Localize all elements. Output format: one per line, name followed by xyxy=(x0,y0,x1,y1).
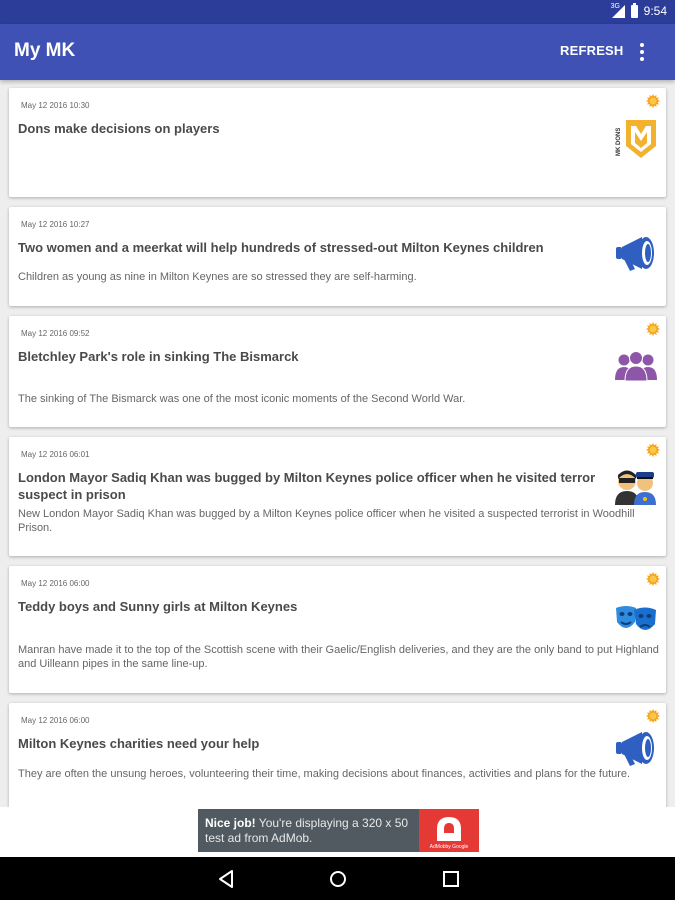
news-card[interactable] xyxy=(9,566,666,693)
mk-dons-logo-text: MK DONS xyxy=(616,127,622,156)
card-title: Teddy boys and Sunny girls at Milton Keynes xyxy=(18,599,298,614)
card-date: May 12 2016 10:30 xyxy=(21,101,90,110)
status-bar xyxy=(0,0,675,24)
more-vert-icon[interactable] xyxy=(636,42,648,62)
people-group-icon xyxy=(614,346,658,390)
card-title: Dons make decisions on players xyxy=(18,121,220,136)
ad-bar xyxy=(0,807,675,857)
card-date: May 12 2016 06:01 xyxy=(21,450,90,459)
card-summary: They are often the unsung heroes, volunteering their time, making decisions about finances, activities and plans for the future. xyxy=(18,768,631,780)
card-summary: New London Mayor Sadiq Khan was bugged by a Milton Keynes police officer when he visited a suspected terrorist in Woodhill Prison. xyxy=(18,508,635,534)
card-summary: The sinking of The Bismarck was one of the most iconic moments of the Second World War. xyxy=(18,393,466,405)
ad-headline: Nice job! xyxy=(205,816,256,830)
news-card[interactable] xyxy=(9,88,666,197)
card-title: Milton Keynes charities need your help xyxy=(18,736,260,751)
sun-badge-icon xyxy=(646,572,660,586)
news-card[interactable] xyxy=(9,437,666,556)
card-summary: Children as young as nine in Milton Keynes are so stressed they are self-harming. xyxy=(18,271,417,283)
sun-badge-icon xyxy=(646,709,660,723)
refresh-button[interactable]: REFRESH xyxy=(560,43,624,58)
status-time: 9:54 xyxy=(643,4,667,18)
card-summary: Manran have made it to the top of the Scottish scene with their Gaelic/English deliveries, and they are the only band to put Highland and Uilleann pipes in the same line-up. xyxy=(18,644,659,670)
mk-dons-logo-icon xyxy=(614,116,658,160)
card-date: May 12 2016 06:00 xyxy=(21,716,90,725)
card-date: May 12 2016 06:00 xyxy=(21,579,90,588)
recents-icon[interactable] xyxy=(439,867,463,891)
news-card[interactable] xyxy=(9,316,666,427)
admob-test-ad[interactable] xyxy=(198,809,479,852)
sun-badge-icon xyxy=(646,322,660,336)
thief-and-police-icon xyxy=(614,463,658,507)
sun-badge-icon xyxy=(646,443,660,457)
megaphone-icon xyxy=(614,726,658,770)
app-bar xyxy=(0,24,675,80)
admob-logo xyxy=(419,809,479,852)
navigation-bar xyxy=(0,857,675,900)
ad-body: You're displaying a 320 x 50 test ad from AdMob. xyxy=(205,816,409,845)
sun-badge-icon xyxy=(646,94,660,108)
card-title: Two women and a meerkat will help hundreds of stressed-out Milton Keynes children xyxy=(18,240,544,255)
home-icon[interactable] xyxy=(326,867,350,891)
network-type-label: 3G xyxy=(610,2,620,10)
card-date: May 12 2016 10:27 xyxy=(21,220,90,229)
app-title: My MK xyxy=(14,40,76,61)
ad-text xyxy=(205,816,415,846)
megaphone-icon xyxy=(614,231,658,275)
card-title: Bletchley Park's role in sinking The Bismarck xyxy=(18,349,299,364)
signal-icon xyxy=(610,2,625,18)
battery-icon xyxy=(631,5,638,18)
theatre-masks-icon xyxy=(614,596,658,640)
card-date: May 12 2016 09:52 xyxy=(21,329,90,338)
back-icon[interactable] xyxy=(214,867,238,891)
news-feed[interactable] xyxy=(0,80,675,807)
card-title: London Mayor Sadiq Khan was bugged by Milton Keynes police officer when he visited terror suspect in prison xyxy=(18,470,596,502)
ad-logo-caption: AdMobby Google xyxy=(429,844,469,850)
news-card[interactable] xyxy=(9,207,666,306)
news-card[interactable] xyxy=(9,703,666,807)
